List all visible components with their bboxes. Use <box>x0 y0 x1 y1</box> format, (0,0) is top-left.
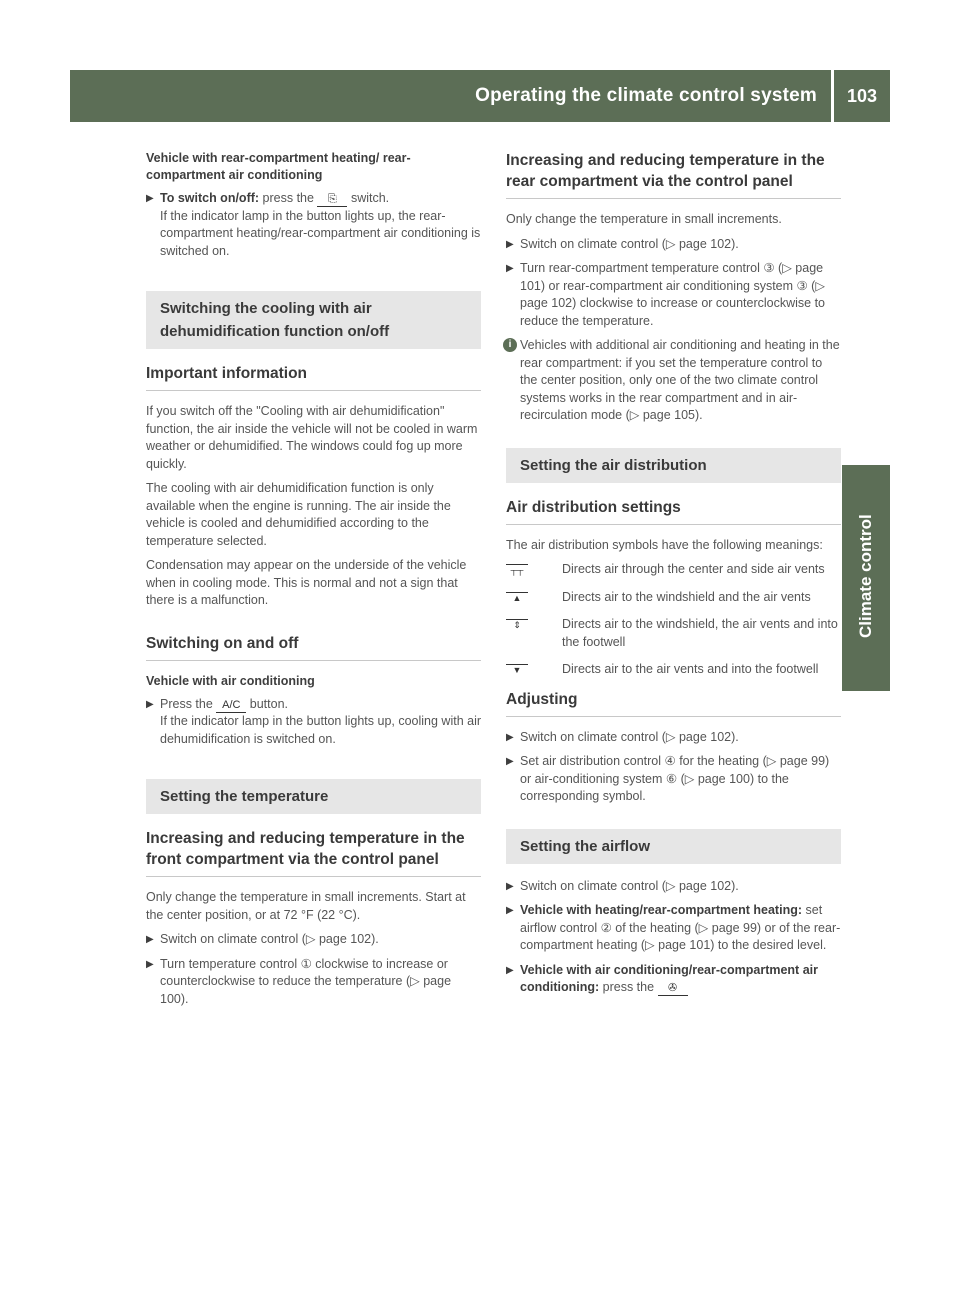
rear-button-icon: ⎘ <box>317 193 347 207</box>
rear-temp-paragraph: Only change the temperature in small increments. <box>506 212 782 226</box>
front-paragraph: Only change the temperature in small increments. Start at the center position, or at 72 °F (22 °C). <box>146 890 466 922</box>
rear-temp-step-2-text: Turn rear-compartment temperature control ③ (▷ page 101) or rear-compartment air conditioning system ③ (▷ page 102) clockwise to increase or counterclockwise to reduce the temperature. <box>520 261 826 328</box>
step-arrow-icon: ▶ <box>506 238 514 250</box>
air-distribution-band <box>506 448 841 483</box>
air-symbol-row-4 <box>506 661 841 679</box>
cooling-band-title: Switching the cooling with air dehumidification function on/off <box>160 300 390 340</box>
rear-temp-step-1-text: Switch on climate control (▷ page 102). <box>520 236 739 251</box>
rear-temp-info <box>506 337 841 425</box>
adjust-step-2-text: Set air distribution control ④ for the heating (▷ page 99) or air-conditioning system ⑥ (▷ page 100) to the corresponding symbol. <box>520 754 830 803</box>
step-arrow-icon: ▶ <box>146 934 154 945</box>
air-paragraph: The air distribution symbols have the following meanings: <box>506 537 823 552</box>
airflow-band <box>506 829 841 864</box>
cooling-band <box>146 291 481 349</box>
step-arrow-icon: ▶ <box>506 964 514 976</box>
front-step-2-text: Turn temperature control ① clockwise to increase or counterclockwise to reduce the temperature (▷ page 100). <box>160 956 452 1006</box>
step-arrow-icon: ▶ <box>146 698 154 710</box>
divider <box>146 390 481 391</box>
airflow-step-3-bold: Vehicle with air conditioning/rear-compartment air conditioning: <box>520 962 818 994</box>
left-column <box>146 150 481 1015</box>
adjust-heading: Adjusting <box>506 690 578 708</box>
step-arrow-icon: ▶ <box>506 756 514 767</box>
air-symbol-row-2 <box>506 589 841 607</box>
header-title: Operating the climate control system <box>475 85 817 106</box>
airflow-step-3-text: press the <box>602 980 655 994</box>
windshield-vents-footwell-icon: ⇕ <box>506 619 528 630</box>
adjust-step-1 <box>506 729 841 747</box>
info-icon: i <box>503 338 517 352</box>
rear-heading: Vehicle with rear-compartment heating/ rear-compartment air conditioning <box>146 151 411 182</box>
air-symbol-1-text: Directs air through the center and side air vents <box>562 562 825 576</box>
ac-button-icon: A/C <box>216 699 246 713</box>
front-step-2 <box>146 956 481 1009</box>
rear-temp-info-text: Vehicles with additional air conditioning and heating in the rear compartment: if you set the temperature control to the center position, only one of the two climate control systems works in the rear compartment and in air-recirculation mode (▷ page 105). <box>520 338 840 422</box>
front-heading: Increasing and reducing temperature in the front compartment via the control panel <box>146 830 465 868</box>
rear-step <box>146 190 481 260</box>
rear-step-result: If the indicator lamp in the button lights up, the rear-compartment heating/rear-compartment air conditioning is switched on. <box>160 208 481 258</box>
divider <box>506 198 841 199</box>
airflow-step-1 <box>506 878 841 896</box>
temperature-band <box>146 779 481 814</box>
front-step-1-text: Switch on climate control (▷ page 102). <box>160 932 379 946</box>
divider <box>506 716 841 717</box>
rear-temp-step-2 <box>506 260 841 330</box>
temperature-band-title: Setting the temperature <box>160 788 329 805</box>
air-symbol-4-text: Directs air to the air vents and into the footwell <box>562 662 819 676</box>
air-symbol-row-3 <box>506 616 841 651</box>
important-p1: If you switch off the "Cooling with air dehumidification" function, the air inside the vehicle will not be cooled in warm weather or dehumidified. The windows could fog up more quickly. <box>146 404 478 471</box>
divider <box>146 660 481 661</box>
ac-step-text1: Press the <box>160 696 213 711</box>
airflow-step-2-bold: Vehicle with heating/rear-compartment heating: <box>520 903 803 917</box>
fan-button-icon: ✇ <box>658 982 688 996</box>
air-symbol-row-1 <box>506 561 841 579</box>
ac-step-result: If the indicator lamp in the button lights up, cooling with air dehumidification is switched on. <box>160 714 482 746</box>
center-side-vents-icon: ┬┬ <box>506 564 528 575</box>
airflow-step-2 <box>506 902 841 955</box>
page-number: 103 <box>846 85 878 106</box>
divider <box>506 524 841 525</box>
step-arrow-icon: ▶ <box>146 193 154 204</box>
airflow-step-3 <box>506 962 841 997</box>
page-header <box>70 70 890 122</box>
windshield-vents-icon: ▲ <box>506 592 528 603</box>
ac-step-text2: button. <box>249 696 289 711</box>
airflow-step-2-text: set airflow control ② of the heating (▷ page 99) or of the rear-compartment heating (▷ page 101) to the desired level. <box>520 903 841 952</box>
header-title-box <box>70 70 831 122</box>
air-symbol-3-text: Directs air to the windshield, the air vents and into the footwell <box>562 617 838 649</box>
step-arrow-icon: ▶ <box>506 880 514 892</box>
header-page-box <box>834 70 890 122</box>
ac-step <box>146 696 481 749</box>
ac-heading: Vehicle with air conditioning <box>146 673 315 688</box>
front-step-1 <box>146 931 481 949</box>
vents-footwell-icon: ▼ <box>506 664 528 675</box>
step-arrow-icon: ▶ <box>506 263 514 274</box>
airflow-step-1-text: Switch on climate control (▷ page 102). <box>520 878 739 893</box>
step-arrow-icon: ▶ <box>146 958 154 970</box>
air-symbol-2-text: Directs air to the windshield and the air vents <box>562 589 811 604</box>
right-column <box>506 150 841 1004</box>
air-distribution-band-title: Setting the air distribution <box>520 456 707 474</box>
important-heading: Important information <box>146 365 308 382</box>
side-tab-label: Climate control <box>856 514 875 638</box>
rear-step-bold: To switch on/off: <box>160 191 260 205</box>
step-arrow-icon: ▶ <box>506 731 514 743</box>
rear-step-text2: switch. <box>350 191 390 205</box>
rear-temp-heading: Increasing and reducing temperature in the rear compartment via the control panel <box>506 152 825 190</box>
adjust-step-2 <box>506 753 841 806</box>
step-arrow-icon: ▶ <box>506 905 514 916</box>
important-p3: Condensation may appear on the underside of the vehicle when in cooling mode. This is normal and not a sign that there is a malfunction. <box>146 558 467 607</box>
important-p2: The cooling with air dehumidification function is only available when the engine is running. The air inside the vehicle is cooled and dehumidified according to the temperature selected. <box>146 481 451 548</box>
airflow-band-title: Setting the airflow <box>520 837 651 855</box>
adjust-step-1-text: Switch on climate control (▷ page 102). <box>520 729 739 744</box>
rear-temp-step-1 <box>506 236 841 254</box>
divider <box>146 876 481 877</box>
rear-step-text1: press the <box>262 191 314 205</box>
onoff-heading: Switching on and off <box>146 634 299 652</box>
air-heading: Air distribution settings <box>506 498 681 516</box>
